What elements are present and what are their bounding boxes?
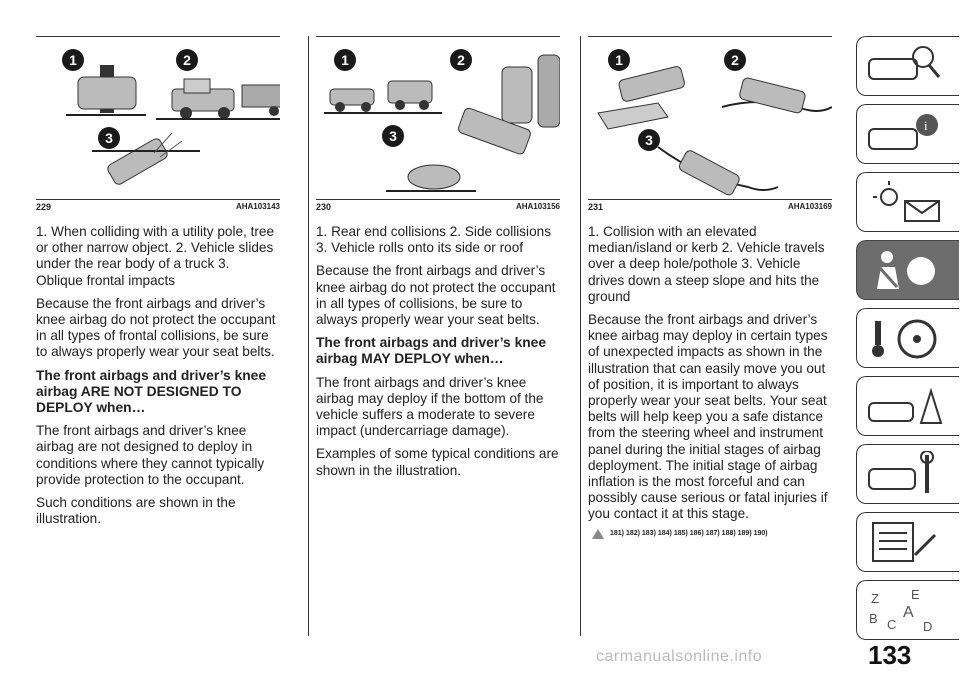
paragraph: 1. Collision with an elevated median/island or kerb 2. Vehicle travels over a deep hole/pothole 3. Vehicle drives down a steep slope and hits the ground (588, 224, 825, 304)
paragraph: The front airbags and driver’s knee airbag are not designed to deploy in conditions where they cannot typically provide protection to the occupant. (36, 423, 265, 487)
column-3-text (588, 224, 832, 523)
figure-caption-bar (588, 199, 832, 216)
car-info-icon (865, 111, 945, 157)
paragraph: Because the front airbags and driver’s knee airbag do not protect the occupant in all types of frontal collisions, be sure to always properly wear your seat belts. (36, 295, 276, 360)
tab-emergency[interactable] (856, 376, 959, 436)
figure-number: 229 (36, 202, 52, 212)
callout-2: 2 (450, 49, 472, 71)
tab-maintenance[interactable] (856, 444, 959, 504)
paragraph: Such conditions are shown in the illustration. (36, 495, 236, 527)
svg-text:E: E (911, 587, 920, 602)
column-1-text (36, 224, 280, 527)
subheading: The front airbags and driver’s knee airbag MAY DEPLOY when… (316, 335, 547, 367)
warning-ref-list: 181) 182) 183) 184) 185) 186) 187) 188) 189) 190) (610, 530, 768, 538)
callout-2: 2 (724, 49, 746, 71)
figure-code: AHA103143 (235, 202, 280, 211)
tab-index[interactable] (856, 580, 959, 640)
callout-3: 3 (638, 129, 660, 151)
svg-text:B: B (869, 611, 878, 626)
specifications-list-icon (865, 519, 945, 565)
tab-starting-driving[interactable] (856, 308, 959, 368)
paragraph: Examples of some typical conditions are shown in the illustration. (316, 446, 559, 478)
callout-1: 1 (62, 49, 84, 71)
paragraph: The front airbags and driver’s knee airbag may deploy if the bottom of the vehicle suffers a moderate to severe impact (undercarriage damage). (316, 374, 544, 439)
svg-text:A: A (903, 604, 914, 621)
callout-3: 3 (382, 125, 404, 147)
column-divider (580, 36, 581, 636)
figure-code: AHA103156 (515, 202, 560, 211)
chapter-tabs (852, 36, 960, 648)
figure-number: 231 (588, 202, 604, 212)
figure-229 (36, 37, 280, 199)
watermark: carmanualsonline.info (596, 648, 763, 665)
dashboard-lights-icon (865, 179, 945, 225)
svg-text:C: C (887, 617, 897, 632)
car-wrench-icon (865, 451, 945, 497)
column-1 (36, 36, 280, 527)
column-3 (588, 36, 832, 539)
key-steering-wheel-icon (865, 315, 945, 361)
figure-number: 230 (316, 202, 332, 212)
car-magnifier-icon (865, 43, 945, 89)
paragraph: 1. When colliding with a utility pole, tree or other narrow object. 2. Vehicle slides under the rear body of a truck 3. Oblique frontal impacts (36, 224, 275, 288)
callout-1: 1 (334, 49, 356, 71)
warning-triangle-icon (592, 529, 604, 539)
figure-231 (588, 37, 832, 199)
callout-1: 1 (608, 49, 630, 71)
column-2 (316, 36, 560, 479)
figure-caption-bar (36, 199, 280, 216)
warning-references (588, 529, 832, 539)
paragraph: 1. Rear end collisions 2. Side collisions 3. Vehicle rolls onto its side or roof (316, 224, 551, 256)
subheading: The front airbags and driver’s knee airbag ARE NOT DESIGNED TO DEPLOY when… (36, 367, 267, 416)
paragraph: Because the front airbags and driver’s knee airbag do not protect the occupant in all types of collisions, be sure to always properly wear your seat belts. (316, 263, 556, 328)
callout-3: 3 (98, 127, 120, 149)
tab-dashboard-lights[interactable] (856, 172, 959, 232)
car-breakdown-icon (865, 383, 945, 429)
tab-car-magnifier[interactable] (856, 36, 959, 96)
alphabet-index-icon (865, 587, 945, 633)
seatbelt-airbag-icon (865, 247, 945, 293)
callout-2: 2 (176, 49, 198, 71)
figure-230 (316, 37, 560, 199)
svg-text:Z: Z (871, 591, 879, 606)
svg-text:D: D (923, 619, 933, 633)
tab-car-info[interactable] (856, 104, 959, 164)
figure-code: AHA103169 (787, 202, 832, 211)
tab-technical-specs[interactable] (856, 512, 959, 572)
column-2-text (316, 224, 560, 479)
figure-caption-bar (316, 199, 560, 216)
page-number: 133 (868, 640, 912, 670)
svg-text:i: i (924, 118, 928, 133)
paragraph: Because the front airbags and driver’s knee airbag may deploy in certain types of unexpected impacts as shown in the illustration that can easily move you out of position, it is important to always properly wear your seat belts. Your seat belts will help keep you a safe distance from the steering wheel and instrument panel during the initial stages of airbag deployment. The initial stage of airbag inflation is the most forceful and can possibly cause serious or fatal injuries if you contact it at this stage. (588, 312, 828, 522)
tab-safety[interactable] (856, 240, 959, 300)
column-divider (308, 36, 309, 636)
